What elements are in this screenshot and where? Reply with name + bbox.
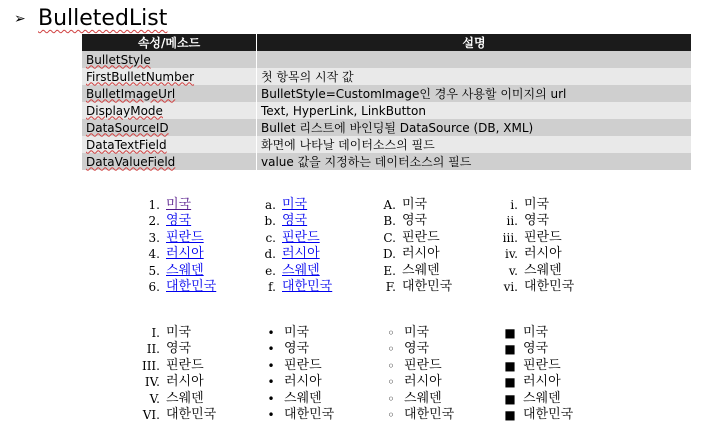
list-item-text: 러시아: [404, 374, 442, 390]
list-item[interactable]: [140, 213, 216, 229]
bullet-marker-icon: ■: [504, 375, 516, 390]
list-item-text: 러시아: [523, 374, 561, 390]
list-marker: ii.: [506, 214, 518, 229]
list-item: [492, 230, 574, 246]
list-item: [130, 374, 216, 390]
list-item-text: 영국: [523, 341, 549, 357]
list-item: [264, 325, 334, 341]
list-item: [492, 263, 574, 279]
list-item-link[interactable]: 스웨덴: [166, 262, 204, 278]
bullet-marker-icon: •: [267, 342, 275, 357]
list-marker: iv.: [504, 247, 518, 262]
list-item: [374, 279, 452, 295]
list-item: [374, 213, 452, 229]
list-item: [130, 407, 216, 423]
header-property: 속성/메소드: [82, 34, 257, 51]
table-row: [82, 153, 691, 170]
list-marker: F.: [385, 279, 396, 294]
property-cell: [82, 51, 257, 68]
list-item[interactable]: [250, 213, 332, 229]
list-item[interactable]: [250, 197, 332, 213]
list-item-text: 핀란드: [524, 229, 562, 245]
property-name: DisplayMode: [86, 103, 163, 118]
list-marker: II.: [146, 342, 160, 357]
list-item: [264, 358, 334, 374]
list-item-text: 러시아: [166, 374, 204, 390]
list-item[interactable]: [250, 246, 332, 262]
list-item: [130, 391, 216, 407]
list-item-text: 스웨덴: [284, 390, 322, 406]
list-item: [384, 391, 454, 407]
list-item-text: 대한민국: [166, 406, 217, 422]
list-marker: b.: [264, 214, 276, 229]
list-marker: vi.: [503, 279, 518, 294]
table-row: [82, 68, 691, 85]
list-item: [492, 197, 574, 213]
list-marker: v.: [508, 263, 518, 278]
bullet-marker-icon: •: [267, 375, 275, 390]
list-item-text: 핀란드: [402, 229, 440, 245]
property-cell: [82, 102, 257, 119]
list-item: [503, 358, 573, 374]
list-marker: VI.: [142, 407, 160, 422]
list-marker: B.: [383, 214, 396, 229]
list-item-link[interactable]: 미국: [166, 197, 192, 212]
list-square: [503, 325, 573, 423]
list-lower-roman: [492, 197, 574, 295]
list-item-text: 미국: [402, 197, 428, 212]
slide-title: [14, 4, 167, 34]
property-name: BulletStyle: [86, 52, 151, 67]
description-cell: Bullet 리스트에 바인딩될 DataSource (DB, XML): [257, 119, 692, 136]
property-name: DataSourceID: [86, 120, 169, 135]
list-circle: [384, 325, 454, 423]
list-item-text: 대한민국: [524, 278, 575, 294]
list-marker: IV.: [144, 375, 160, 390]
list-item: [384, 358, 454, 374]
title-text: BulletedList: [38, 6, 168, 31]
list-item-link[interactable]: 핀란드: [166, 229, 204, 245]
arrow-bullet-icon: ➢: [14, 11, 26, 27]
description-cell: BulletStyle=CustomImage인 경우 사용할 이미지의 url: [257, 85, 692, 102]
list-item[interactable]: [250, 230, 332, 246]
list-marker: E.: [383, 263, 396, 278]
list-item[interactable]: [140, 263, 216, 279]
description-cell: Text, HyperLink, LinkButton: [257, 102, 692, 119]
bullet-marker-icon: ■: [504, 326, 516, 340]
list-item: [264, 407, 334, 423]
list-marker: 5.: [148, 263, 160, 278]
bullet-marker-icon: ◦: [387, 358, 395, 373]
bullet-marker-icon: ■: [504, 391, 516, 406]
bullet-marker-icon: ■: [504, 407, 516, 422]
list-item-text: 영국: [404, 341, 430, 357]
property-name: BulletImageUrl: [86, 86, 176, 101]
bullet-marker-icon: ◦: [387, 407, 395, 422]
properties-table: [82, 34, 691, 170]
list-item-link[interactable]: 핀란드: [282, 229, 320, 245]
table-row: [82, 51, 691, 68]
list-item-text: 영국: [524, 213, 550, 229]
list-item-link[interactable]: 영국: [282, 213, 308, 229]
list-item: [130, 358, 216, 374]
bullet-marker-icon: •: [267, 407, 275, 422]
list-marker: A.: [383, 198, 396, 212]
list-item: [374, 230, 452, 246]
list-marker: 1.: [148, 198, 160, 212]
table-row: [82, 102, 691, 119]
table-header-row: [82, 34, 691, 51]
list-item[interactable]: [140, 279, 216, 295]
list-item-text: 스웨덴: [524, 262, 562, 278]
list-item: [374, 246, 452, 262]
list-item: [130, 325, 216, 341]
list-item-text: 미국: [166, 325, 192, 340]
list-item: [503, 407, 573, 423]
list-item-text: 핀란드: [404, 357, 442, 373]
list-marker: I.: [151, 326, 160, 340]
bullet-marker-icon: ◦: [387, 326, 395, 340]
list-item-link[interactable]: 미국: [282, 197, 308, 212]
property-cell: [82, 85, 257, 102]
table-row: [82, 85, 691, 102]
bullet-marker-icon: •: [267, 391, 275, 406]
list-marker: iii.: [502, 230, 518, 245]
list-item-text: 미국: [284, 325, 310, 340]
list-item-text: 스웨덴: [166, 390, 204, 406]
list-marker: D.: [382, 247, 396, 262]
list-upper-roman: [130, 325, 216, 423]
list-item-text: 러시아: [284, 374, 322, 390]
list-item-text: 대한민국: [402, 278, 453, 294]
list-decimal: [140, 197, 216, 295]
header-description: 설명: [257, 34, 692, 51]
list-item-text: 러시아: [402, 246, 440, 262]
list-item-link[interactable]: 러시아: [282, 246, 320, 262]
bullet-marker-icon: ◦: [387, 375, 395, 390]
list-item-text: 대한민국: [404, 406, 455, 422]
bullet-marker-icon: ◦: [387, 391, 395, 406]
list-item[interactable]: [140, 230, 216, 246]
list-item: [384, 374, 454, 390]
bullet-marker-icon: ■: [504, 342, 516, 357]
list-marker: 3.: [148, 230, 160, 245]
list-item: [374, 263, 452, 279]
list-item-text: 미국: [523, 325, 549, 340]
list-item: [264, 374, 334, 390]
list-item-text: 스웨덴: [402, 262, 440, 278]
property-name: FirstBulletNumber: [86, 69, 195, 84]
list-item: [384, 407, 454, 423]
list-disc: [264, 325, 334, 423]
list-item-link[interactable]: 스웨덴: [282, 262, 320, 278]
property-cell: [82, 119, 257, 136]
list-item: [384, 325, 454, 341]
property-name: DataTextField: [86, 137, 167, 152]
list-item[interactable]: [140, 246, 216, 262]
list-item-text: 미국: [524, 197, 550, 212]
list-item: [503, 374, 573, 390]
list-item: [374, 197, 452, 213]
list-item-text: 핀란드: [284, 357, 322, 373]
list-marker: 4.: [148, 247, 160, 262]
bullet-marker-icon: •: [267, 358, 275, 373]
list-item[interactable]: [250, 263, 332, 279]
list-marker: 2.: [148, 214, 160, 229]
list-marker: d.: [264, 247, 276, 262]
description-cell: 화면에 나타날 데이터소스의 필드: [257, 136, 692, 153]
list-item: [503, 325, 573, 341]
list-marker: III.: [141, 358, 160, 373]
list-item-link[interactable]: 대한민국: [166, 278, 217, 294]
list-marker: c.: [265, 230, 276, 245]
list-item-text: 러시아: [524, 246, 562, 262]
list-item: [492, 213, 574, 229]
list-item-link[interactable]: 영국: [166, 213, 192, 229]
property-cell: [82, 68, 257, 85]
list-item-text: 스웨덴: [404, 390, 442, 406]
list-item[interactable]: [250, 279, 332, 295]
list-item-text: 스웨덴: [523, 390, 561, 406]
property-cell: [82, 153, 257, 170]
list-item-text: 미국: [404, 325, 430, 340]
list-item[interactable]: [140, 197, 216, 213]
list-item-text: 영국: [166, 341, 192, 357]
list-lower-alpha: [250, 197, 332, 295]
list-item: [492, 246, 574, 262]
list-marker: a.: [265, 198, 276, 212]
list-item-text: 핀란드: [523, 357, 561, 373]
list-item-text: 핀란드: [166, 357, 204, 373]
list-marker: V.: [149, 391, 160, 406]
bullet-marker-icon: ◦: [387, 342, 395, 357]
list-item: [503, 341, 573, 357]
property-cell: [82, 136, 257, 153]
table-row: [82, 119, 691, 136]
description-cell: value 값을 지정하는 데이터소스의 필드: [257, 153, 692, 170]
list-item-text: 영국: [402, 213, 428, 229]
bullet-marker-icon: ■: [504, 358, 516, 373]
list-item-text: 대한민국: [284, 406, 335, 422]
list-item: [264, 391, 334, 407]
list-marker: f.: [268, 279, 276, 294]
list-item: [492, 279, 574, 295]
list-item: [264, 341, 334, 357]
list-upper-alpha: [374, 197, 452, 295]
list-item: [384, 341, 454, 357]
description-cell: [257, 51, 692, 68]
list-item-text: 영국: [284, 341, 310, 357]
property-name: DataValueField: [86, 154, 176, 169]
list-marker: e.: [265, 263, 276, 278]
list-item: [503, 391, 573, 407]
list-marker: i.: [510, 198, 518, 212]
list-marker: C.: [383, 230, 396, 245]
table-row: [82, 136, 691, 153]
list-item-text: 대한민국: [523, 406, 574, 422]
list-marker: 6.: [148, 279, 160, 294]
bullet-marker-icon: •: [267, 326, 275, 340]
list-item: [130, 341, 216, 357]
list-item-link[interactable]: 러시아: [166, 246, 204, 262]
list-item-link[interactable]: 대한민국: [282, 278, 333, 294]
description-cell: 첫 항목의 시작 값: [257, 68, 692, 85]
